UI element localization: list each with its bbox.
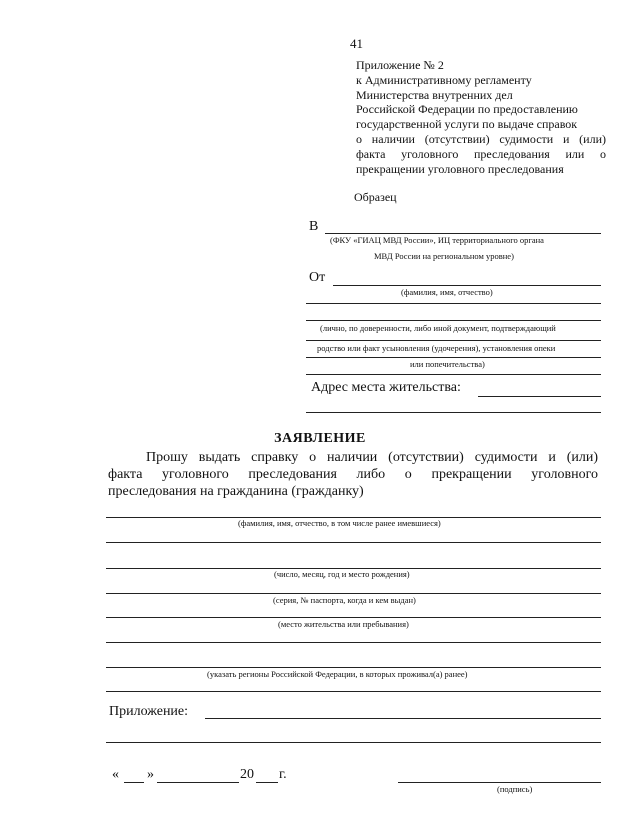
year-suffix: г. bbox=[279, 767, 287, 782]
date-close-quote: » bbox=[147, 767, 154, 782]
appendix-header bbox=[356, 58, 606, 176]
doc-caption: или попечительства) bbox=[410, 359, 485, 369]
regions-field-line[interactable] bbox=[106, 691, 601, 692]
regions-field[interactable] bbox=[106, 667, 601, 668]
appendix-line: прекращении уголовного преследования bbox=[356, 161, 564, 176]
attachment-label: Приложение: bbox=[109, 704, 189, 719]
sample-label: Образец bbox=[354, 190, 397, 204]
signature-caption: (подпись) bbox=[497, 784, 533, 794]
address-field[interactable] bbox=[478, 396, 601, 397]
to-caption: МВД России на региональном уровне) bbox=[374, 251, 514, 261]
statement-line: факта уголовного преследования либо о прекращении уголовного bbox=[108, 467, 598, 482]
statement-text bbox=[108, 449, 598, 500]
to-caption: (ФКУ «ГИАЦ МВД России», ИЦ территориального органа bbox=[330, 235, 544, 245]
appendix-line: факта уголовного преследования или о bbox=[356, 146, 606, 161]
passport-field[interactable] bbox=[106, 593, 601, 594]
doc-field-line[interactable] bbox=[306, 374, 601, 375]
passport-caption: (серия, № паспорта, когда и кем выдан) bbox=[273, 595, 416, 605]
date-open-quote: « bbox=[112, 767, 119, 782]
doc-caption: (лично, по доверенности, либо иной документ, подтверждающий bbox=[320, 323, 556, 333]
page-number: 41 bbox=[350, 36, 363, 51]
signature-field[interactable] bbox=[398, 782, 601, 783]
doc-field-line[interactable] bbox=[306, 340, 601, 341]
appendix-line: о наличии (отсутствии) судимости и (или) bbox=[356, 131, 606, 146]
appendix-line: Приложение № 2 bbox=[356, 58, 444, 72]
name-caption: (фамилия, имя, отчество, в том числе ранее имевшиеся) bbox=[238, 518, 441, 528]
statement-line: преследования на гражданина (гражданку) bbox=[108, 484, 364, 499]
from-label: От bbox=[309, 270, 326, 285]
regions-caption: (указать регионы Российской Федерации, в которых проживал(а) ранее) bbox=[207, 669, 468, 679]
from-field[interactable] bbox=[333, 285, 601, 286]
birth-caption: (число, месяц, год и место рождения) bbox=[274, 569, 410, 579]
appendix-line: Министерства внутренних дел bbox=[356, 87, 513, 102]
doc-field[interactable] bbox=[306, 320, 601, 321]
month-field[interactable] bbox=[157, 782, 239, 783]
address-field-line[interactable] bbox=[306, 412, 601, 413]
appendix-line: к Административному регламенту bbox=[356, 72, 532, 87]
doc-caption: родство или факт усыновления (удочерения), установления опеки bbox=[317, 343, 556, 353]
residence-field[interactable] bbox=[106, 617, 601, 618]
residence-caption: (место жительства или пребывания) bbox=[278, 619, 409, 629]
to-label: В bbox=[309, 219, 319, 234]
appendix-line: Российской Федерации по предоставлению bbox=[356, 102, 578, 117]
year-field[interactable] bbox=[256, 782, 278, 783]
address-label: Адрес места жительства: bbox=[311, 380, 461, 395]
from-field-line[interactable] bbox=[306, 303, 601, 304]
year-prefix: 20 bbox=[240, 767, 254, 782]
from-caption: (фамилия, имя, отчество) bbox=[401, 287, 493, 297]
doc-field-line[interactable] bbox=[306, 357, 601, 358]
appendix-line: государственной услуги по выдаче справок bbox=[356, 117, 578, 132]
day-field[interactable] bbox=[124, 782, 144, 783]
statement-line: Прошу выдать справку о наличии (отсутствии) судимости и (или) bbox=[146, 450, 598, 465]
attachment-field[interactable] bbox=[205, 718, 601, 719]
to-field[interactable] bbox=[325, 233, 601, 234]
name-field-line[interactable] bbox=[106, 542, 601, 543]
attachment-field-line[interactable] bbox=[106, 742, 601, 743]
statement-title: ЗАЯВЛЕНИЕ bbox=[274, 431, 366, 446]
residence-field-line[interactable] bbox=[106, 642, 601, 643]
